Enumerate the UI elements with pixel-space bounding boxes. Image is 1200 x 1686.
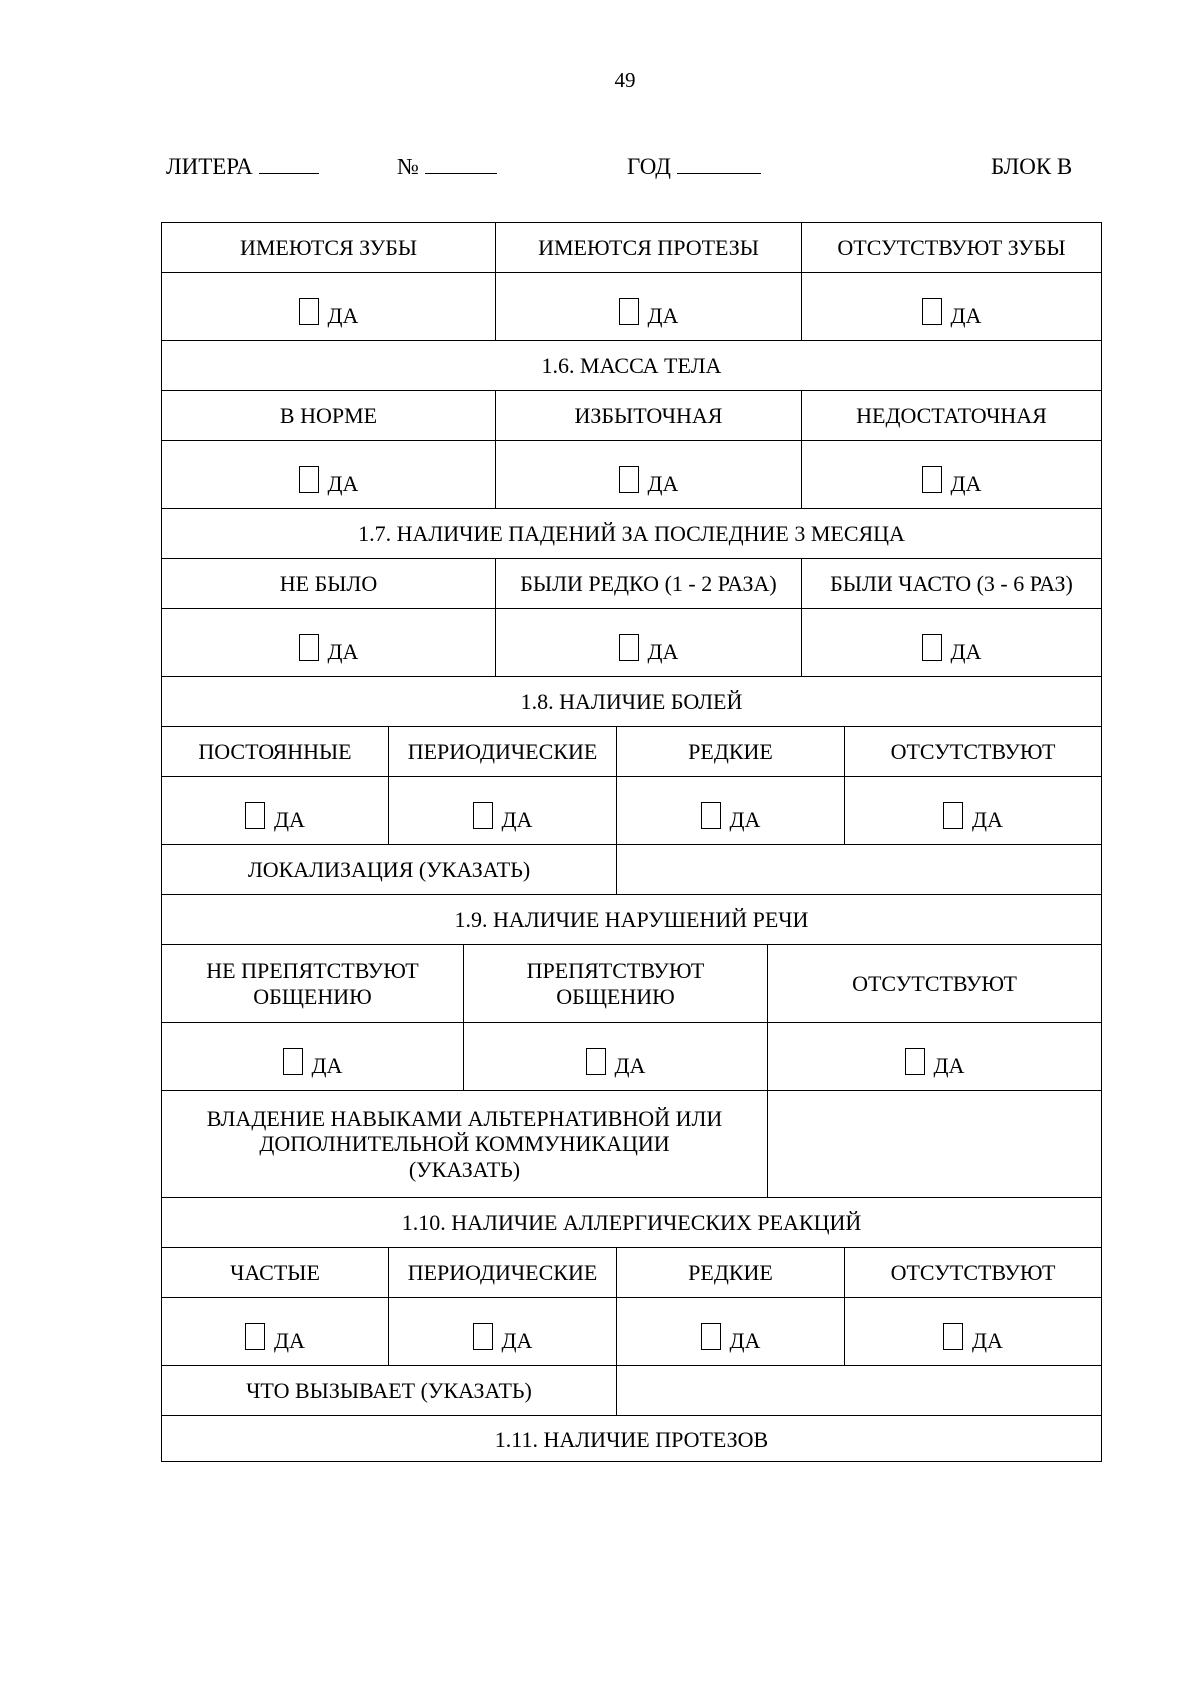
speech-not-hindering-header: НЕ ПРЕПЯТСТВУЮТ ОБЩЕНИЮ bbox=[162, 945, 464, 1022]
mass-deficit-option[interactable] bbox=[802, 441, 1101, 508]
speech-title-row bbox=[162, 895, 1101, 945]
allergy-periodic-option[interactable] bbox=[389, 1298, 617, 1365]
prostheses-present-checkbox[interactable] bbox=[619, 298, 639, 325]
year-input[interactable] bbox=[677, 155, 761, 174]
yes-label: ДА bbox=[950, 302, 982, 328]
teeth-absent-option[interactable] bbox=[802, 273, 1101, 340]
allergy-frequent-header: ЧАСТЫЕ bbox=[162, 1248, 389, 1297]
falls-frequent-header: БЫЛИ ЧАСТО (3 - 6 РАЗ) bbox=[830, 570, 1073, 596]
assessment-form bbox=[161, 222, 1102, 1462]
prosthetics-title: 1.11. НАЛИЧИЕ ПРОТЕЗОВ bbox=[494, 1426, 769, 1452]
pain-constant-header: ПОСТОЯННЫЕ bbox=[162, 727, 389, 776]
falls-frequent-option[interactable] bbox=[802, 609, 1101, 676]
yes-label: ДА bbox=[501, 806, 533, 832]
allergy-option-row bbox=[162, 1298, 1101, 1366]
body-mass-title-row bbox=[162, 341, 1101, 391]
speech-hindering-header: ПРЕПЯТСТВУЮТ ОБЩЕНИЮ bbox=[464, 945, 768, 1022]
body-mass-option-row bbox=[162, 441, 1101, 509]
speech-option-row bbox=[162, 1023, 1101, 1091]
mass-excess-header: ИЗБЫТОЧНАЯ bbox=[496, 391, 802, 440]
teeth-header-row bbox=[162, 223, 1101, 273]
prostheses-present-option[interactable] bbox=[496, 273, 802, 340]
yes-label: ДА bbox=[327, 470, 359, 496]
pain-localization-row bbox=[162, 845, 1101, 895]
yes-label: ДА bbox=[647, 470, 679, 496]
allergy-cause-label: ЧТО ВЫЗЫВАЕТ (УКАЗАТЬ) bbox=[162, 1366, 617, 1415]
body-mass-header-row bbox=[162, 391, 1101, 441]
teeth-present-header: ИМЕЮТСЯ ЗУБЫ bbox=[162, 223, 496, 272]
litera-field bbox=[166, 154, 319, 180]
body-mass-title: 1.6. МАССА ТЕЛА bbox=[541, 352, 722, 378]
yes-label: ДА bbox=[274, 1327, 305, 1353]
communication-input[interactable] bbox=[768, 1091, 1101, 1197]
falls-none-option[interactable] bbox=[162, 609, 496, 676]
pain-option-row bbox=[162, 777, 1101, 845]
pain-absent-option[interactable] bbox=[845, 777, 1101, 844]
allergy-frequent-checkbox[interactable] bbox=[245, 1323, 265, 1350]
pain-title-row bbox=[162, 677, 1101, 727]
page-number: 49 bbox=[614, 68, 636, 92]
pain-rare-checkbox[interactable] bbox=[701, 802, 721, 829]
pain-localization-input[interactable] bbox=[617, 845, 1101, 894]
teeth-present-checkbox[interactable] bbox=[299, 298, 319, 325]
allergy-absent-header: ОТСУТСТВУЮТ bbox=[890, 1259, 1056, 1285]
number-field bbox=[397, 154, 497, 180]
allergy-title-row bbox=[162, 1198, 1101, 1248]
year-label: ГОД bbox=[627, 154, 671, 179]
allergy-header-row bbox=[162, 1248, 1101, 1298]
allergy-absent-option[interactable] bbox=[845, 1298, 1101, 1365]
yes-label: ДА bbox=[614, 1052, 646, 1078]
falls-rare-header: БЫЛИ РЕДКО (1 - 2 РАЗА) bbox=[496, 559, 802, 608]
teeth-present-option[interactable] bbox=[162, 273, 496, 340]
yes-label: ДА bbox=[729, 806, 761, 832]
pain-constant-checkbox[interactable] bbox=[245, 802, 265, 829]
yes-label: ДА bbox=[274, 806, 305, 832]
yes-label: ДА bbox=[501, 1327, 533, 1353]
pain-rare-option[interactable] bbox=[617, 777, 845, 844]
allergy-cause-row bbox=[162, 1366, 1101, 1416]
litera-input[interactable] bbox=[259, 155, 319, 174]
pain-periodic-header: ПЕРИОДИЧЕСКИЕ bbox=[389, 727, 617, 776]
yes-label: ДА bbox=[950, 638, 982, 664]
pain-header-row bbox=[162, 727, 1101, 777]
speech-not-hindering-checkbox[interactable] bbox=[283, 1048, 303, 1075]
falls-option-row bbox=[162, 609, 1101, 677]
pain-localization-label: ЛОКАЛИЗАЦИЯ (УКАЗАТЬ) bbox=[162, 845, 617, 894]
falls-header-row bbox=[162, 559, 1101, 609]
mass-deficit-header: НЕДОСТАТОЧНАЯ bbox=[856, 402, 1047, 428]
yes-label: ДА bbox=[327, 638, 359, 664]
allergy-periodic-header: ПЕРИОДИЧЕСКИЕ bbox=[389, 1248, 617, 1297]
speech-not-hindering-option[interactable] bbox=[162, 1023, 464, 1090]
number-label: № bbox=[397, 154, 419, 179]
speech-absent-checkbox[interactable] bbox=[905, 1048, 925, 1075]
mass-excess-checkbox[interactable] bbox=[619, 466, 639, 493]
teeth-option-row bbox=[162, 273, 1101, 341]
number-input[interactable] bbox=[425, 155, 497, 174]
speech-hindering-option[interactable] bbox=[464, 1023, 768, 1090]
allergy-absent-checkbox[interactable] bbox=[943, 1323, 963, 1350]
teeth-absent-header: ОТСУТСТВУЮТ ЗУБЫ bbox=[837, 234, 1066, 260]
pain-constant-option[interactable] bbox=[162, 777, 389, 844]
pain-periodic-checkbox[interactable] bbox=[473, 802, 493, 829]
yes-label: ДА bbox=[729, 1327, 761, 1353]
yes-label: ДА bbox=[311, 1052, 343, 1078]
block-label: БЛОК В bbox=[991, 154, 1073, 179]
teeth-absent-checkbox[interactable] bbox=[922, 298, 942, 325]
yes-label: ДА bbox=[972, 1327, 1003, 1353]
falls-title: 1.7. НАЛИЧИЕ ПАДЕНИЙ ЗА ПОСЛЕДНИЕ 3 МЕСЯЦА bbox=[358, 520, 905, 546]
falls-rare-checkbox[interactable] bbox=[619, 634, 639, 661]
yes-label: ДА bbox=[950, 470, 982, 496]
allergy-rare-checkbox[interactable] bbox=[701, 1323, 721, 1350]
mass-deficit-checkbox[interactable] bbox=[922, 466, 942, 493]
mass-normal-option[interactable] bbox=[162, 441, 496, 508]
pain-rare-header: РЕДКИЕ bbox=[617, 727, 845, 776]
allergy-cause-input[interactable] bbox=[617, 1366, 1101, 1415]
speech-hindering-checkbox[interactable] bbox=[586, 1048, 606, 1075]
falls-none-header: НЕ БЫЛО bbox=[162, 559, 496, 608]
yes-label: ДА bbox=[647, 638, 679, 664]
year-field bbox=[627, 154, 761, 180]
yes-label: ДА bbox=[972, 806, 1003, 832]
communication-label: ВЛАДЕНИЕ НАВЫКАМИ АЛЬТЕРНАТИВНОЙ ИЛИ ДОПОЛНИТЕЛЬНОЙ КОММУНИКАЦИИ (УКАЗАТЬ) bbox=[162, 1091, 768, 1197]
communication-row bbox=[162, 1091, 1101, 1198]
mass-normal-checkbox[interactable] bbox=[299, 466, 319, 493]
yes-label: ДА bbox=[327, 302, 359, 328]
speech-header-row bbox=[162, 945, 1101, 1023]
allergy-rare-option[interactable] bbox=[617, 1298, 845, 1365]
allergy-periodic-checkbox[interactable] bbox=[473, 1323, 493, 1350]
allergy-rare-header: РЕДКИЕ bbox=[617, 1248, 845, 1297]
pain-periodic-option[interactable] bbox=[389, 777, 617, 844]
litera-label: ЛИТЕРА bbox=[166, 154, 253, 179]
falls-title-row bbox=[162, 509, 1101, 559]
speech-absent-header: ОТСУТСТВУЮТ bbox=[852, 970, 1017, 996]
allergy-title: 1.10. НАЛИЧИЕ АЛЛЕРГИЧЕСКИХ РЕАКЦИЙ bbox=[401, 1209, 862, 1235]
prostheses-present-header: ИМЕЮТСЯ ПРОТЕЗЫ bbox=[496, 223, 802, 272]
pain-title: 1.8. НАЛИЧИЕ БОЛЕЙ bbox=[520, 688, 743, 714]
prosthetics-title-row bbox=[162, 1416, 1101, 1463]
mass-excess-option[interactable] bbox=[496, 441, 802, 508]
allergy-frequent-option[interactable] bbox=[162, 1298, 389, 1365]
falls-none-checkbox[interactable] bbox=[299, 634, 319, 661]
speech-title: 1.9. НАЛИЧИЕ НАРУШЕНИЙ РЕЧИ bbox=[454, 906, 809, 932]
yes-label: ДА bbox=[647, 302, 679, 328]
falls-rare-option[interactable] bbox=[496, 609, 802, 676]
mass-normal-header: В НОРМЕ bbox=[162, 391, 496, 440]
pain-absent-checkbox[interactable] bbox=[943, 802, 963, 829]
speech-absent-option[interactable] bbox=[768, 1023, 1101, 1090]
yes-label: ДА bbox=[933, 1052, 965, 1078]
pain-absent-header: ОТСУТСТВУЮТ bbox=[890, 738, 1056, 764]
falls-frequent-checkbox[interactable] bbox=[922, 634, 942, 661]
